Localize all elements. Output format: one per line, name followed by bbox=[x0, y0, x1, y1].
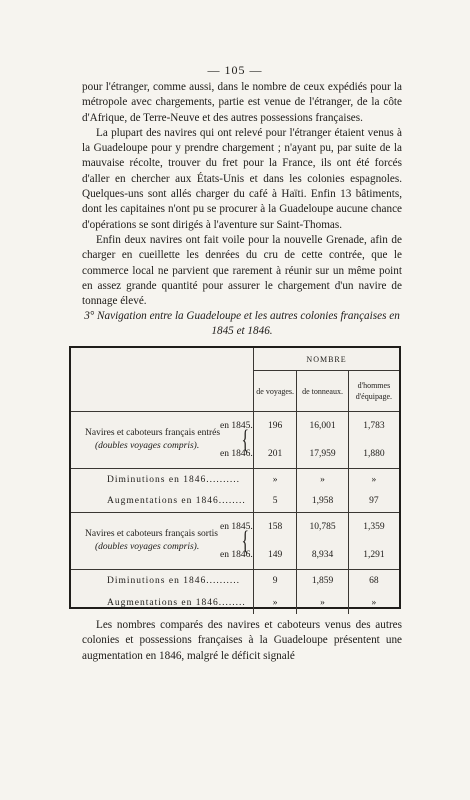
table-cell: 1,359 bbox=[348, 513, 399, 542]
closing-paragraph: Les nombres comparés des navires et caboteurs venus des autres colonies et possessions françaises à la Guadeloupe présentent une augmentation en 1846, malgré le déficit signalé bbox=[82, 619, 402, 662]
table-cell: 68 bbox=[348, 570, 399, 592]
entered-diminutions-label: Diminutions en 1846.......... bbox=[71, 469, 254, 491]
cell-value: 149 bbox=[268, 550, 283, 560]
navigation-table bbox=[69, 346, 401, 609]
brace-icon: { bbox=[241, 526, 249, 555]
table-cell bbox=[220, 412, 297, 441]
entered-augmentations-label: Augmentations en 1846........ bbox=[107, 496, 246, 507]
table-cell: 1,783 bbox=[348, 412, 399, 441]
entered-sublabel: (doubles voyages compris). bbox=[95, 441, 200, 451]
table-cell: » bbox=[254, 469, 297, 491]
body-text bbox=[82, 80, 402, 309]
table-cell: 9 bbox=[254, 570, 297, 592]
entered-1845-year: en 1845. bbox=[220, 421, 253, 431]
table-cell: 8,934 bbox=[297, 541, 349, 570]
cell-value: 201 bbox=[268, 449, 283, 459]
exited-1845-year: en 1845. bbox=[220, 522, 253, 532]
table-cell bbox=[220, 440, 297, 469]
table-cell: 5 bbox=[254, 491, 297, 513]
paragraph-2: La plupart des navires qui ont relevé pour l'étranger étaient venus à la Guadeloupe pour y prendre chargement ; n'ayant pu, par suite de la mauvaise récolte, trouver du fret pour la France, ils ont été forcés d'aller en chercher aux États-Unis et dans les colonies espagnoles. Quelques-uns sont allés charger du café à Haïti. Enfin 13 bâtiments, dont les capitaines n'ont pu se procurer à la Guadeloupe aucune chance d'opérations se sont dirigés à l'aventure sur Saint-Thomas. bbox=[82, 126, 402, 231]
exited-augmentations-label: Augmentations en 1846........ bbox=[107, 597, 246, 608]
exited-diminutions-label: Diminutions en 1846.......... bbox=[71, 570, 254, 592]
table-corner bbox=[71, 348, 254, 412]
table-cell: 1,880 bbox=[348, 440, 399, 469]
table-cell: 10,785 bbox=[297, 513, 349, 542]
table-cell: 97 bbox=[348, 491, 399, 513]
table-cell: » bbox=[297, 469, 349, 491]
col-header-voyages: de voyages. bbox=[254, 371, 297, 412]
table-cell: 1,859 bbox=[297, 570, 349, 592]
paragraph-3: Enfin deux navires ont fait voile pour la nouvelle Grenade, afin de charger en cueillette les denrées du cru de cette contrée, que le commerce local ne parvient que rarement à réunir sur un même point en assez grande quantité pour assurer le chargement d'un navire de tonnage élevé. bbox=[82, 233, 402, 308]
table-cell: » bbox=[254, 592, 297, 614]
table-cell: 1,291 bbox=[348, 541, 399, 570]
entered-1846-year: en 1846. bbox=[220, 449, 253, 459]
table-cell: 16,001 bbox=[297, 412, 349, 441]
table-cell: » bbox=[348, 469, 399, 491]
table-cell: » bbox=[297, 592, 349, 614]
paragraph-1: pour l'étranger, comme aussi, dans le nombre de ceux expédiés pour la métropole avec chargements, partie est venue de l'étranger, de la côte d'Afrique, de Terre-Neuve et des autres possessions françaises. bbox=[82, 81, 402, 124]
cell-value: 158 bbox=[268, 522, 283, 532]
brace-icon: { bbox=[241, 425, 249, 454]
cell-value: 196 bbox=[268, 421, 283, 431]
closing-text bbox=[82, 618, 402, 664]
page-number: — 105 — bbox=[207, 63, 263, 77]
table-title: 3° Navigation entre la Guadeloupe et les autres colonies françaises en 1845 et 1846. bbox=[84, 310, 400, 337]
col-header-tonneaux: de tonneaux. bbox=[297, 371, 349, 412]
table-cell bbox=[220, 513, 297, 542]
exited-sublabel: (doubles voyages compris). bbox=[95, 542, 200, 552]
table-cell: 17,959 bbox=[297, 440, 349, 469]
table-cell: » bbox=[348, 592, 399, 614]
exited-1846-year: en 1846. bbox=[220, 550, 253, 560]
entered-label: Navires et caboteurs français entrés bbox=[85, 428, 221, 438]
col-header-equipage: d'hommes d'équipage. bbox=[348, 371, 399, 412]
header-nombre: NOMBRE bbox=[254, 348, 399, 371]
table-cell: 1,958 bbox=[297, 491, 349, 513]
table-cell bbox=[220, 541, 297, 570]
exited-label: Navires et caboteurs français sortis bbox=[85, 529, 218, 539]
